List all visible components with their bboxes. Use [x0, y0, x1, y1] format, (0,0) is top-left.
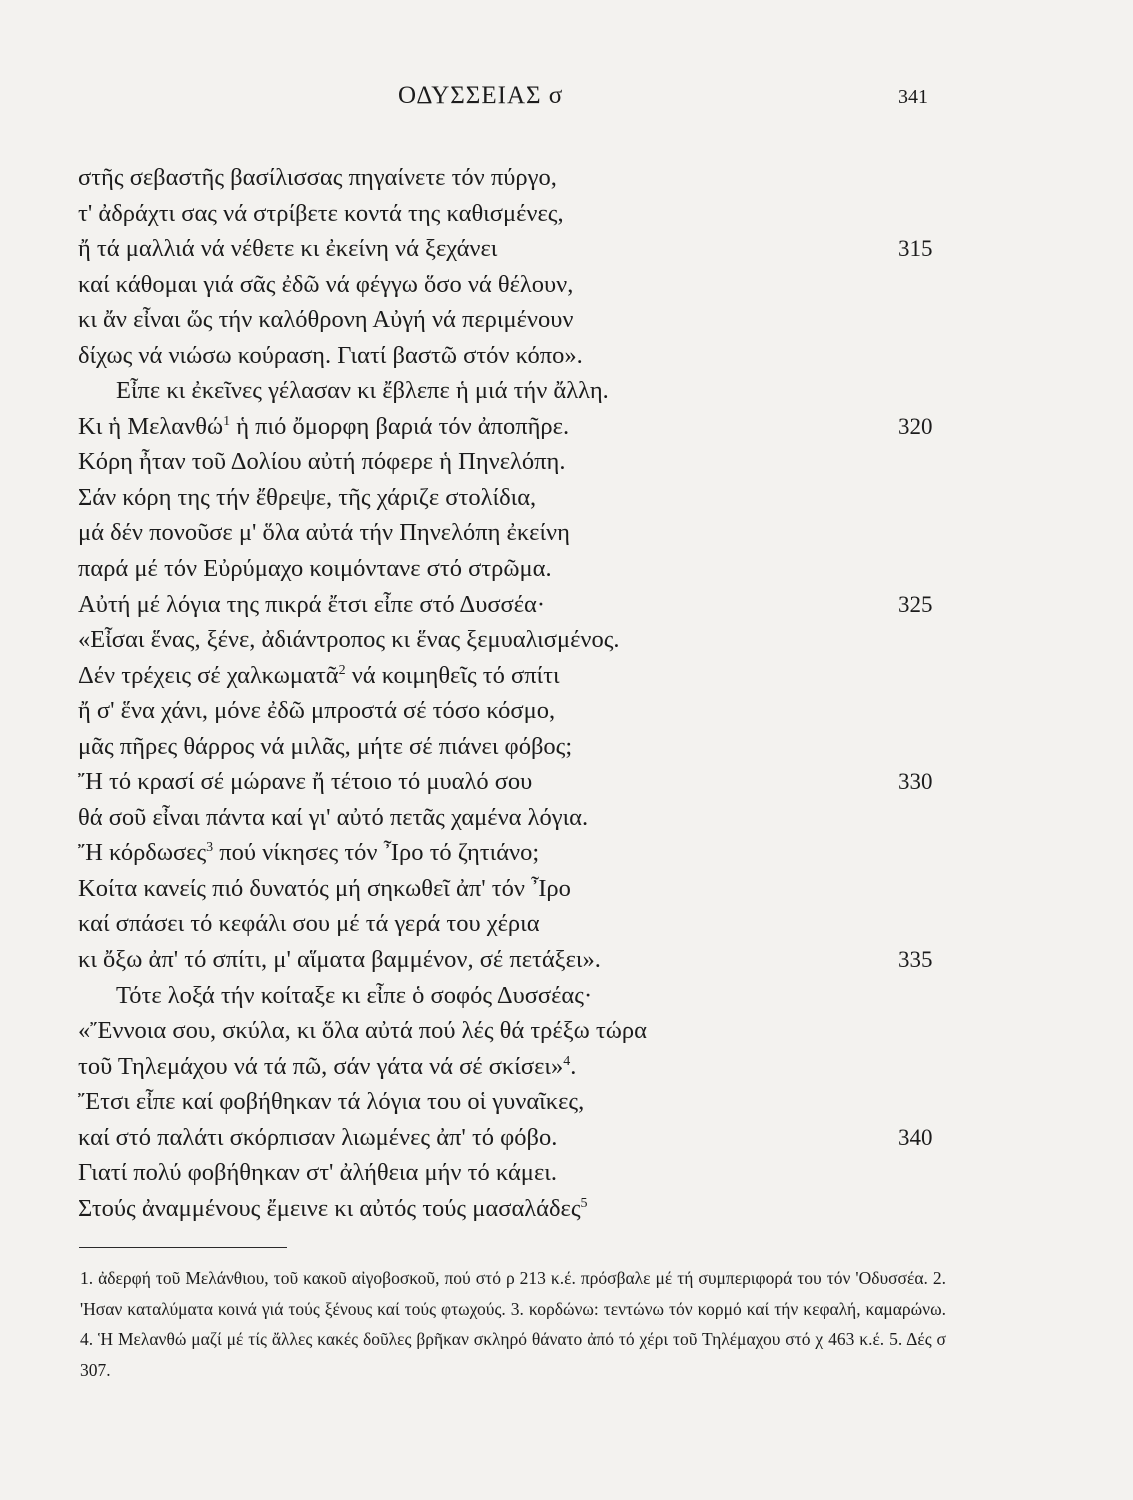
verse-text	[78, 910, 540, 937]
verse-text-part: μᾶς πῆρες θάρρος νά μιλᾶς, μήτε σέ πιάνει φόβος;	[78, 732, 573, 760]
verse-text-part: κι ὄξω ἀπ' τό σπίτι, μ' αἵματα βαμμένον, σέ πετάξει».	[78, 946, 601, 974]
verse-text	[78, 591, 545, 618]
verse-line	[78, 338, 948, 374]
verse-text	[78, 626, 620, 653]
verse-line	[78, 409, 948, 445]
verse-line	[78, 1191, 948, 1227]
verse-text	[78, 697, 555, 724]
verse-text-part: Εἶπε κι ἐκεῖνες γέλασαν κι ἔβλεπε ἡ μιά τήν ἄλλη.	[116, 377, 609, 405]
verse-line	[78, 160, 948, 196]
footnotes	[80, 1263, 946, 1385]
verse-text-part: παρά μέ τόν Εὐρύμαχο κοιμόντανε στό στρῶμα.	[78, 555, 552, 583]
verse-text	[78, 271, 573, 298]
verse-text-part: Γιατί πολύ φοβήθηκαν στ' ἀλήθεια μήν τό κάμει.	[78, 1159, 557, 1187]
verse-text	[78, 413, 569, 440]
verse-line	[78, 267, 948, 303]
verse-line	[78, 444, 948, 480]
verse-text-part: κι ἄν εἶναι ὥς τήν καλόθρονη Αὐγή νά περιμένουν	[78, 306, 574, 334]
line-number: 340	[898, 1124, 933, 1150]
verse-text-part: Ἔτσι εἶπε καί φοβήθηκαν τά λόγια του οἱ γυναῖκες,	[78, 1088, 585, 1116]
verse-text	[78, 1159, 557, 1186]
verse-text	[78, 1195, 588, 1222]
verse-line	[78, 551, 948, 587]
verse-line	[78, 1084, 948, 1120]
verse-text-part: καί σπάσει τό κεφάλι σου μέ τά γερά του χέρια	[78, 910, 540, 938]
verse-line	[78, 835, 948, 871]
footnote-marker: 3	[206, 840, 214, 856]
verse-text	[78, 839, 539, 866]
verse-line	[78, 231, 948, 267]
verse-text	[78, 768, 532, 795]
line-number: 335	[898, 947, 933, 973]
verse-text-part: Σάν κόρη της τήν ἔθρεψε, τῆς χάριζε στολίδια,	[78, 483, 537, 511]
verse-line	[78, 906, 948, 942]
line-number: 330	[898, 769, 933, 795]
verse-text	[78, 448, 565, 475]
verse-text	[78, 875, 571, 902]
verse-line	[78, 693, 948, 729]
verse-text	[78, 164, 557, 191]
verse-text-part: «Εἶσαι ἕνας, ξένε, ἀδιάντροπος κι ἕνας ξεμυαλισμένος.	[78, 626, 620, 654]
verse-text-part: Κοίτα κανείς πιό δυνατός μή σηκωθεῖ ἀπ' τόν Ἶρο	[78, 874, 571, 902]
verse-text	[78, 306, 573, 333]
verse-text-part: Τότε λοξά τήν κοίταξε κι εἶπε ὁ σοφός Δυσσέας·	[116, 981, 593, 1009]
line-number: 315	[898, 236, 933, 262]
verse-text-part: δίχως νά νιώσω κούραση. Γιατί βαστῶ στόν κόπο».	[78, 341, 583, 369]
verse-text	[78, 733, 572, 760]
verse-line	[78, 1049, 948, 1085]
verse-text-part: ἤ τά μαλλιά νά νέθετε κι ἐκείνη νά ξεχάνει	[78, 235, 498, 263]
verse-text-part: Ἤ κόρδωσες	[78, 839, 207, 867]
verse-text-part: μά δέν πονοῦσε μ' ὅλα αὐτά τήν Πηνελόπη ἐκείνη	[78, 519, 570, 547]
verse-text-part: καί κάθομαι γιά σᾶς ἐδῶ νά φέγγω ὅσο νά θέλουν,	[78, 270, 574, 298]
footnotes-text: 1. ἀδερφή τοῦ Μελάνθιου, τοῦ κακοῦ αἰγοβοσκοῦ, πού στό ρ 213 κ.έ. πρόσβαλε μέ τή συμπεριφορά του τόν 'Οδυσσέα. 2. 'Ησαν καταλύματα κοινά γιά τούς ξένους καί τούς φτωχούς. 3. κορδώνω: τεντώνω τόν κορμό καί τήν κεφαλή, καμαρώνω. 4. Ἡ Μελανθώ μαζί μέ τίς ἄλλες κακές δοῦλες βρῆκαν σκληρό θάνατο ἀπό τό χέρι τοῦ Τηλέμαχου στό χ 463 κ.έ. 5. Δές σ 307.	[80, 1268, 946, 1380]
verse-text	[78, 946, 601, 973]
verse-line	[78, 764, 948, 800]
verse-text-part: ἡ πιό ὄμορφη βαριά τόν ἀποπῆρε.	[230, 412, 570, 440]
verse-line	[78, 978, 948, 1014]
verse-text-part: «Ἔννοια σου, σκύλα, κι ὅλα αὐτά πού λές θά τρέξω τώρα	[78, 1017, 647, 1045]
verse-line	[78, 587, 948, 623]
verse-text	[78, 484, 536, 511]
verse-line	[78, 302, 948, 338]
verse-text	[78, 1053, 576, 1080]
verse-text-part: .	[570, 1052, 577, 1080]
footnote-marker: 1	[223, 413, 231, 429]
verse-text	[78, 1088, 584, 1115]
verse-line	[78, 942, 948, 978]
verse-line	[78, 1155, 948, 1191]
verse-text-part: Ἤ τό κρασί σέ μώρανε ἤ τέτοιο τό μυαλό σου	[78, 768, 533, 796]
verse-line	[78, 729, 948, 765]
verse-text	[78, 1017, 647, 1044]
page-number: 341	[898, 86, 928, 108]
line-number: 325	[898, 591, 933, 617]
verse-text	[78, 519, 570, 546]
verse-text	[78, 555, 552, 582]
footnote-marker: 5	[580, 1195, 588, 1211]
verse-text-part: τοῦ Τηλεμάχου νά τά πῶ, σάν γάτα νά σέ σκίσει»	[78, 1052, 564, 1080]
verse-line	[78, 1120, 948, 1156]
footnote-marker: 4	[563, 1053, 571, 1069]
verse-text	[78, 804, 588, 831]
verse-text	[78, 1124, 557, 1151]
verse-line	[78, 658, 948, 694]
running-title: ΟΔΥΣΣΕΙΑΣ σ	[398, 82, 564, 109]
verse-text	[78, 377, 609, 404]
page-header	[0, 82, 1133, 122]
verse-line	[78, 871, 948, 907]
verse-text	[78, 982, 592, 1009]
verse-text-part: πού νίκησες τόν Ἶρο τό ζητιάνο;	[213, 839, 540, 867]
footnote-marker: 2	[338, 662, 346, 678]
verse-text	[78, 342, 583, 369]
verse-text	[78, 200, 564, 227]
verse-text	[78, 662, 560, 689]
verse-text	[78, 235, 497, 262]
verse-text-part: Στούς ἀναμμένους ἔμεινε κι αὐτός τούς μασαλάδες	[78, 1194, 581, 1222]
verse-text-part: Αὐτή μέ λόγια της πικρά ἔτσι εἶπε στό Δυσσέα·	[78, 590, 546, 618]
verse-text-part: Κι ἡ Μελανθώ	[78, 412, 224, 440]
verse-line	[78, 373, 948, 409]
verse-text-part: νά κοιμηθεῖς τό σπίτι	[345, 661, 560, 689]
verse-line	[78, 196, 948, 232]
verse-line	[78, 480, 948, 516]
verse-line	[78, 1013, 948, 1049]
verse-line	[78, 515, 948, 551]
verse-text-part: στῆς σεβαστῆς βασίλισσας πηγαίνετε τόν πύργο,	[78, 164, 557, 191]
verse-text-part: θά σοῦ εἶναι πάντα καί γι' αὐτό πετᾶς χαμένα λόγια.	[78, 803, 589, 831]
verse-text-part: ἤ σ' ἕνα χάνι, μόνε ἐδῶ μπροστά σέ τόσο κόσμο,	[78, 697, 556, 725]
verse-text-part: Δέν τρέχεις σέ χαλκωματᾶ	[78, 661, 339, 689]
verse-line	[78, 800, 948, 836]
verse-text-part: καί στό παλάτι σκόρπισαν λιωμένες ἀπ' τό φόβο.	[78, 1123, 558, 1151]
verse-text-part: τ' ἀδράχτι σας νά στρίβετε κοντά της καθισμένες,	[78, 199, 564, 227]
verse-line	[78, 622, 948, 658]
verse-text-part: Κόρη ἦταν τοῦ Δολίου αὐτή πόφερε ἡ Πηνελόπη.	[78, 448, 566, 476]
verse-block	[78, 160, 948, 1226]
footnote-divider	[79, 1247, 287, 1248]
line-number: 320	[898, 413, 933, 439]
